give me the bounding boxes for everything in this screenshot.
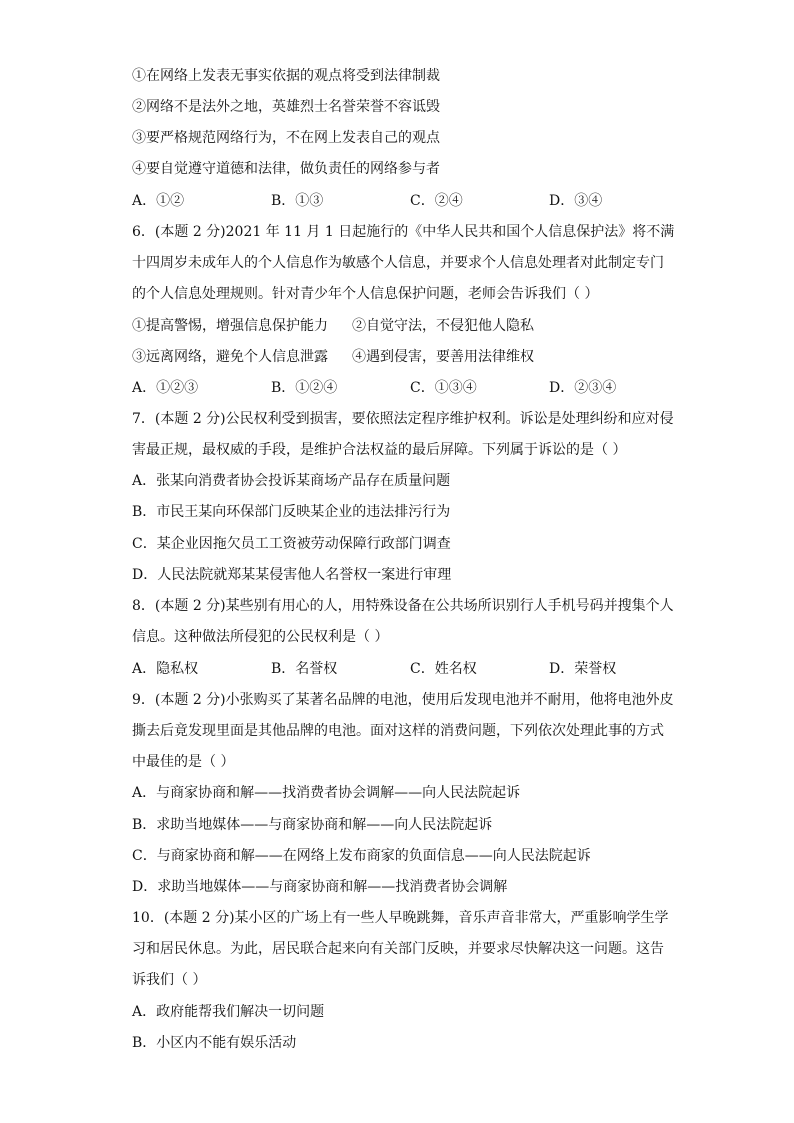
q7-option-a: A．张某向消费者协会投诉某商场产品存在质量问题 — [132, 473, 451, 489]
q9-stem-line-3: 中最佳的是（ ） — [132, 754, 235, 770]
q8-stem-line-1: 8．(本题 2 分)某些别有用心的人，用特殊设备在公共场所识别行人手机号码并搜集个人 — [132, 598, 674, 614]
q7-option-d: D．人民法院就郑某某侵害他人名誉权一案进行审理 — [132, 567, 452, 583]
q9-option-d: D．求助当地媒体——与商家协商和解——找消费者协会调解 — [132, 879, 508, 895]
option-b: B．①③ — [271, 193, 324, 209]
q6-stem-line-2: 十四周岁未成年人的个人信息作为敏感个人信息，并要求个人信息处理者对此制定专门 — [132, 255, 664, 271]
q7-option-c: C．某企业因拖欠员工工资被劳动保障行政部门调查 — [132, 536, 451, 552]
statement-4: ④要自觉遵守道德和法律，做负责任的网络参与者 — [132, 161, 440, 177]
q8-option-a: A．隐私权 — [132, 661, 199, 677]
q10-stem-line-2: 习和居民休息。为此，居民联合起来向有关部门反映，并要求尽快解决这一问题。这告 — [132, 941, 664, 957]
q6-statement-4: ④遇到侵害，要善用法律维权 — [352, 349, 534, 365]
option-d: D．③④ — [549, 193, 603, 209]
q7-stem-line-2: 害最正规，最权威的手段，是维护合法权益的最后屏障。下列属于诉讼的是（ ） — [132, 442, 627, 458]
q6-statement-1: ①提高警惕，增强信息保护能力 — [132, 318, 328, 334]
q8-option-d: D．荣誉权 — [549, 661, 617, 677]
q10-option-a: A．政府能帮我们解决一切问题 — [132, 1004, 325, 1020]
q9-option-b: B．求助当地媒体——与商家协商和解——向人民法院起诉 — [132, 817, 493, 833]
q9-stem-line-2: 撕去后竟发现里面是其他品牌的电池。面对这样的消费问题，下列依次处理此事的方式 — [132, 723, 664, 739]
q6-stem-line-1: 6．(本题 2 分)2021 年 11 月 1 日起施行的《中华人民共和国个人信息保护法》将不满 — [132, 224, 675, 240]
q9-stem-line-1: 9．(本题 2 分)小张购买了某著名品牌的电池，使用后发现电池并不耐用，他将电池外皮 — [132, 692, 674, 708]
q10-stem-line-3: 诉我们（ ） — [132, 972, 207, 988]
q8-option-b: B．名誉权 — [271, 661, 338, 677]
q10-option-b: B．小区内不能有娱乐活动 — [132, 1035, 297, 1051]
q10-stem-line-1: 10．(本题 2 分)某小区的广场上有一些人早晚跳舞，音乐声音非常大，严重影响学生学 — [132, 910, 669, 926]
q9-option-a: A．与商家协商和解——找消费者协会调解——向人民法院起诉 — [132, 785, 521, 801]
statement-3: ③要严格规范网络行为，不在网上发表自己的观点 — [132, 130, 440, 146]
option-c: C．②④ — [410, 193, 463, 209]
statement-2: ②网络不是法外之地，英雄烈士名誉荣誉不容诋毁 — [132, 99, 440, 115]
statement-1: ①在网络上发表无事实依据的观点将受到法律制裁 — [132, 68, 440, 84]
q7-stem-line-1: 7．(本题 2 分)公民权利受到损害，要依照法定程序维护权利。诉讼是处理纠纷和应对侵 — [132, 411, 674, 427]
q6-option-b: B．①②④ — [271, 380, 338, 396]
q6-stem-line-3: 的个人信息处理规则。针对青少年个人信息保护问题，老师会告诉我们（ ） — [132, 286, 599, 302]
q6-option-c: C．①③④ — [410, 380, 477, 396]
q7-option-b: B．市民王某向环保部门反映某企业的违法排污行为 — [132, 504, 451, 520]
option-a: A．①② — [132, 193, 185, 209]
q8-stem-line-2: 信息。这种做法所侵犯的公民权利是（ ） — [132, 629, 389, 645]
q6-statement-3: ③远离网络，避免个人信息泄露 — [132, 349, 328, 365]
q9-option-c: C．与商家协商和解——在网络上发布商家的负面信息——向人民法院起诉 — [132, 848, 591, 864]
q6-option-a: A．①②③ — [132, 380, 199, 396]
q6-option-d: D．②③④ — [549, 380, 617, 396]
q8-option-c: C．姓名权 — [410, 661, 477, 677]
q6-statement-2: ②自觉守法，不侵犯他人隐私 — [352, 318, 534, 334]
